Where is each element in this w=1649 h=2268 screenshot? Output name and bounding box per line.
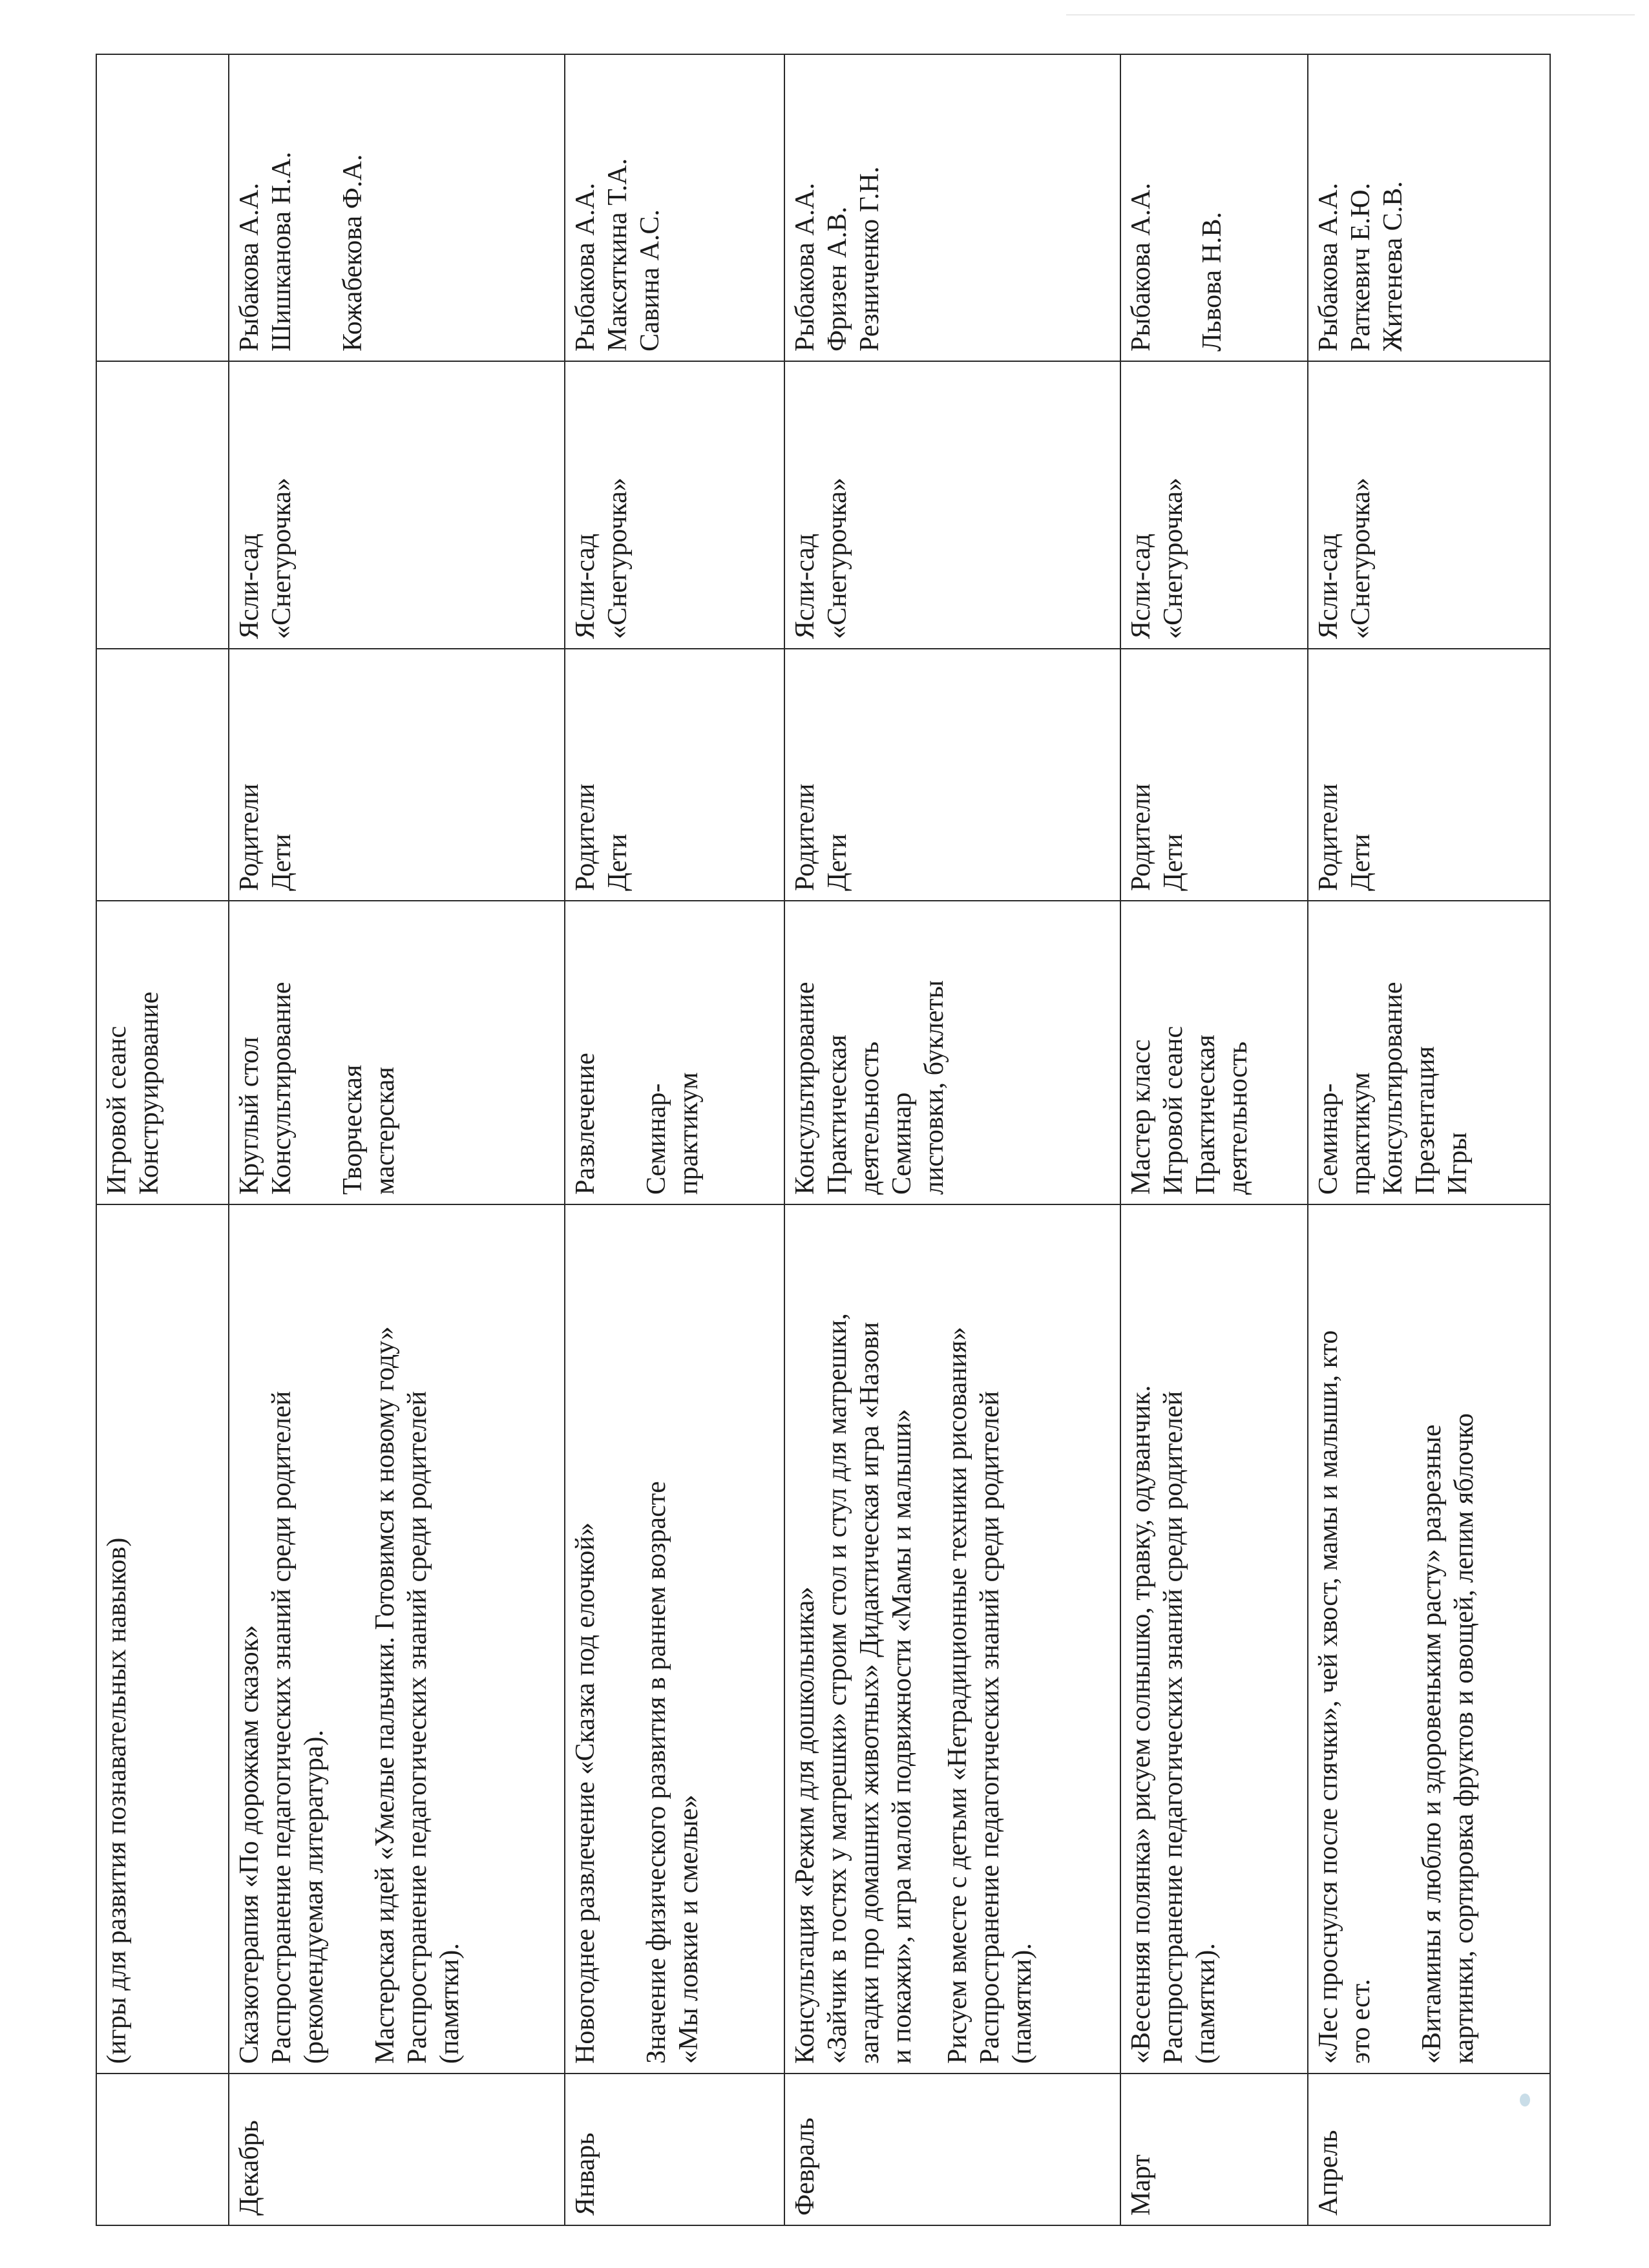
place-cell [96, 361, 229, 649]
table-row [1308, 54, 1550, 2225]
activity-cell: (игры для развития познавательных навыков) [96, 1204, 229, 2074]
responsible-cell: Рыбакова А.А. Шишканова Н.А. Кожабекова Ф.А. [229, 54, 565, 361]
participants-cell: Родители Дети [1120, 649, 1308, 901]
responsible-cell: Рыбакова А.А. Львова Н.В. [1120, 54, 1308, 361]
form-cell: Семинар- практикум Консультирование Презентация Игры [1308, 901, 1550, 1204]
place-cell: Ясли-сад «Снегурочка» [1308, 361, 1550, 649]
responsible-cell: Рыбакова А.А. Раткевич Е.Ю. Житенева С.В. [1308, 54, 1550, 361]
activity-cell: Консультация «Режим для дошкольника» «Зайчик в гостях у матрешки» строим стол и стул для матрешки, загадки про домашних животных» Дидактическая игра «Назови и покажи», игра малой подвижности «Мамы и малыши» Рисуем вместе с детьми «Нетрадиционные техники рисования» Распространение педагогических знаний среди родителей (памятки). [784, 1204, 1120, 2074]
month-cell: Март [1120, 2074, 1308, 2225]
form-cell: Развлечение Семинар- практикум [565, 901, 784, 1204]
form-cell: Мастер класс Игровой сеанс Практическая деятельность [1120, 901, 1308, 1204]
participants-cell: Родители Дети [229, 649, 565, 901]
work-plan-table [96, 54, 1551, 2226]
table-row [96, 54, 229, 2225]
table-row [1120, 54, 1308, 2225]
form-cell: Игровой сеанс Конструирование [96, 901, 229, 1204]
activity-cell: «Весенняя полянка» рисуем солнышко, травку, одуванчик. Распространение педагогических знаний среди родителей (памятки). [1120, 1204, 1308, 2074]
month-cell: Январь [565, 2074, 784, 2225]
activity-cell: «Лес проснулся после спячки», чей хвост, мамы и малыши, кто это ест. «Витамины я люблю и здоровеньким расту» разрезные картинки, сортировка фруктов и овощей, лепим яблочко [1308, 1204, 1550, 2074]
place-cell: Ясли-сад «Снегурочка» [229, 361, 565, 649]
responsible-cell [96, 54, 229, 361]
place-cell: Ясли-сад «Снегурочка» [784, 361, 1120, 649]
scan-edge-artifact [1066, 14, 1635, 16]
participants-cell: Родители Дети [1308, 649, 1550, 901]
month-cell: Февраль [784, 2074, 1120, 2225]
place-cell: Ясли-сад «Снегурочка» [1120, 361, 1308, 649]
table-row [229, 54, 565, 2225]
table-row [565, 54, 784, 2225]
place-cell: Ясли-сад «Снегурочка» [565, 361, 784, 649]
form-cell: Круглый стол Консультирование Творческая мастерская [229, 901, 565, 1204]
month-cell: Апрель [1308, 2074, 1550, 2225]
participants-cell: Родители Дети [565, 649, 784, 901]
responsible-cell: Рыбакова А.А. Максяткина Т.А. Савина А.С. [565, 54, 784, 361]
responsible-cell: Рыбакова А.А. Фризен А.В. Резниченко Г.Н. [784, 54, 1120, 361]
month-cell: Декабрь [229, 2074, 565, 2225]
table-row [784, 54, 1120, 2225]
activity-cell: Сказкотерапия «По дорожкам сказок» Распространение педагогических знаний среди родителей (рекомендуемая литература). Мастерская идей «Умелые пальчики. Готовимся к новому году» Распространение педагогических знаний среди родителей (памятки). [229, 1204, 565, 2074]
participants-cell [96, 649, 229, 901]
month-cell [96, 2074, 229, 2225]
rotated-page [96, 55, 1549, 2226]
form-cell: Консультирование Практическая деятельность Семинар листовки, буклеты [784, 901, 1120, 1204]
activity-cell: Новогоднее развлечение «Сказка под елочкой» Значение физического развития в раннем возрасте «Мы ловкие и смелые» [565, 1204, 784, 2074]
participants-cell: Родители Дети [784, 649, 1120, 901]
